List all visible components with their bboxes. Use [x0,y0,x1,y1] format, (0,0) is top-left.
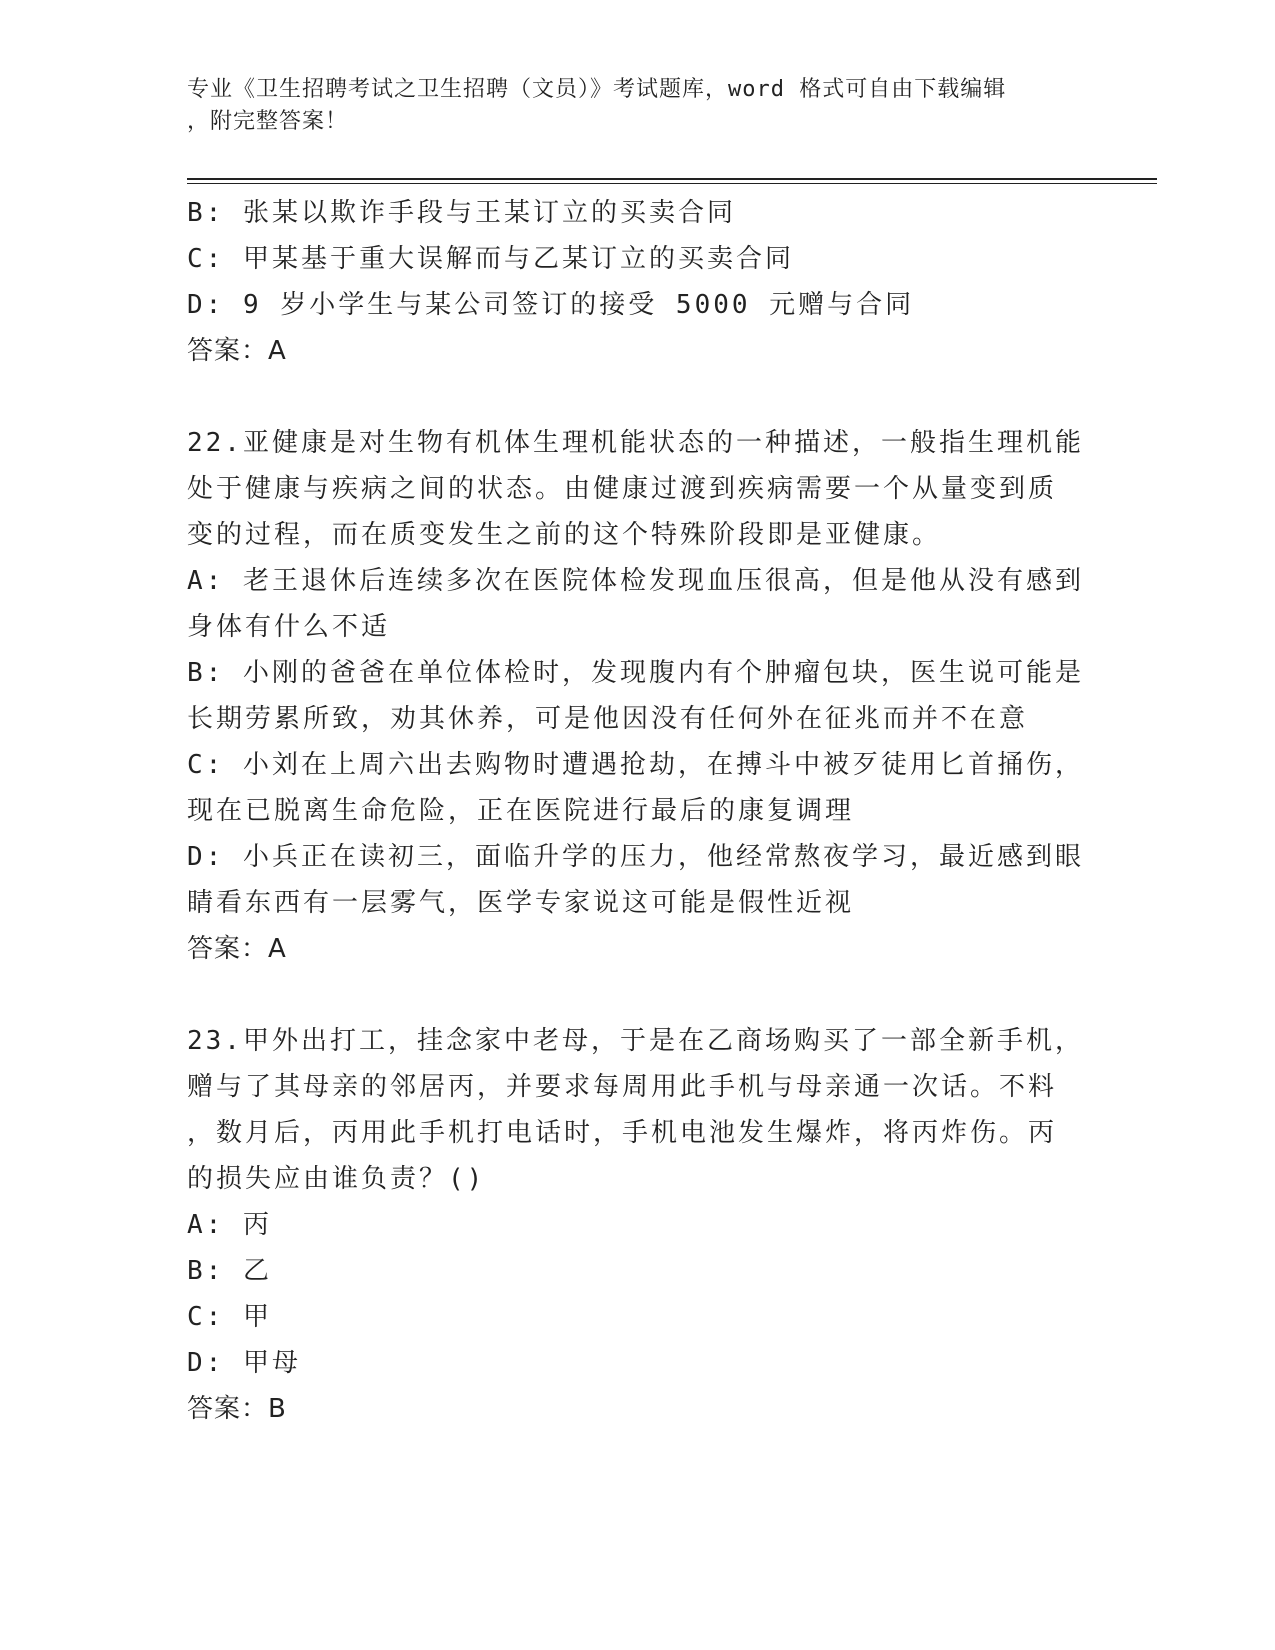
document-body [187,190,1087,1432]
q21-answer: 答案：A [187,336,287,366]
question-21 [187,190,1087,374]
q22-stem-line: 处于健康与疾病之间的状态。由健康过渡到疾病需要一个从量变到质 [187,474,1058,504]
question-22 [187,420,1087,972]
header-line-2: ，附完整答案！ [187,109,349,134]
header-divider-thick [187,178,1157,180]
question-23 [187,1018,1087,1432]
q23-stem-line: ，数月后，丙用此手机打电话时，手机电池发生爆炸，将丙炸伤。丙 [187,1118,1058,1148]
q23-stem-line: 23.甲外出打工，挂念家中老母，于是在乙商场购买了一部全新手机， [187,1026,1084,1056]
q22-option-b-line: B: 小刚的爸爸在单位体检时，发现腹内有个肿瘤包块，医生说可能是 [187,658,1084,688]
q21-option-d: D: 9 岁小学生与某公司签订的接受 5000 元赠与合同 [187,290,915,320]
q22-option-c-line: C: 小刘在上周六出去购物时遭遇抢劫，在搏斗中被歹徒用匕首捅伤， [187,750,1084,780]
q21-option-b: B: 张某以欺诈手段与王某订立的买卖合同 [187,198,736,228]
spacer [187,374,1087,420]
q23-option-b: B: 乙 [187,1256,272,1286]
q23-stem-line: 的损失应由谁负责？() [187,1164,486,1194]
q22-option-d-line: D: 小兵正在读初三，面临升学的压力，他经常熬夜学习，最近感到眼 [187,842,1084,872]
document-header [187,74,1087,138]
q23-option-d: D: 甲母 [187,1348,301,1378]
spacer [187,972,1087,1018]
q22-option-a-line: 身体有什么不适 [187,612,391,642]
q22-option-b-line: 长期劳累所致，劝其休养，可是他因没有任何外在征兆而并不在意 [187,704,1029,734]
q23-stem-line: 赠与了其母亲的邻居丙，并要求每周用此手机与母亲通一次话。不料 [187,1072,1058,1102]
q22-stem-line: 变的过程，而在质变发生之前的这个特殊阶段即是亚健康。 [187,520,942,550]
q22-option-a-line: A: 老王退休后连续多次在医院体检发现血压很高，但是他从没有感到 [187,566,1084,596]
header-line-1: 专业《卫生招聘考试之卫生招聘（文员）》考试题库，word 格式可自由下载编辑 [187,77,1007,102]
q22-option-c-line: 现在已脱离生命危险，正在医院进行最后的康复调理 [187,796,855,826]
q21-option-c: C: 甲某基于重大误解而与乙某订立的买卖合同 [187,244,794,274]
q23-option-c: C: 甲 [187,1302,272,1332]
q23-option-a: A: 丙 [187,1210,272,1240]
q23-answer: 答案：B [187,1394,287,1424]
q22-stem-line: 22.亚健康是对生物有机体生理机能状态的一种描述，一般指生理机能 [187,428,1084,458]
q22-answer: 答案：A [187,934,287,964]
header-divider-thin [187,183,1157,184]
q22-option-d-line: 睛看东西有一层雾气，医学专家说这可能是假性近视 [187,888,855,918]
